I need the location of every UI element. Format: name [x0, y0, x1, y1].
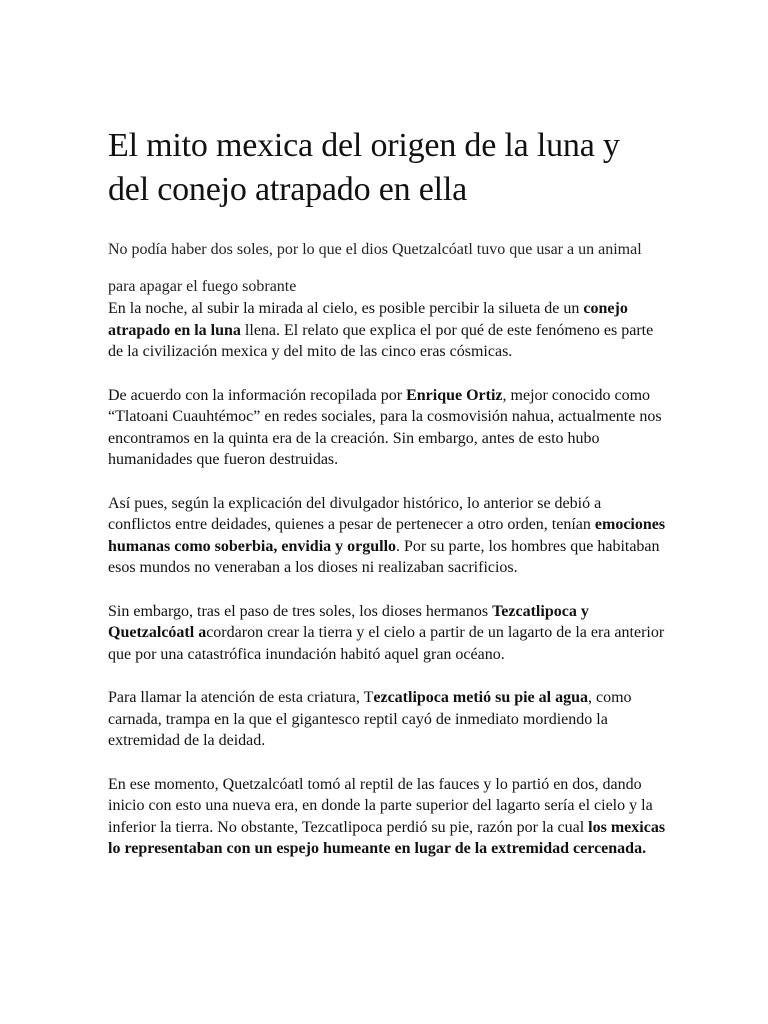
- bold-text: Tezcatlipoca y Quetzalcóatl a: [108, 602, 589, 641]
- bold-text: los mexicas lo representaban con un espejo humeante en lugar de la extremidad cercenada.: [108, 818, 666, 857]
- paragraph-text: cordaron crear la tierra y el cielo a partir de un lagarto de la era anterior que por una catastrófica inundación habitó aquel gran océano.: [108, 624, 665, 663]
- article-paragraph: [108, 493, 668, 579]
- bold-text: emociones humanas como soberbia, envidia y orgullo: [108, 516, 666, 555]
- paragraph-text: llena. El relato que explica el por qué de este fenómeno es parte de la civilización mexica y del mito de las cinco eras cósmicas.: [108, 321, 654, 360]
- paragraph-text: , como carnada, trampa en la que el gigantesco reptil cayó de inmediato mordiendo la extremidad de la deidad.: [108, 689, 632, 749]
- article-body: [108, 298, 668, 882]
- article-title: El mito mexica del origen de la luna y del conejo atrapado en ella: [108, 127, 620, 208]
- article-paragraph: [108, 687, 668, 752]
- article-paragraph: [108, 601, 668, 666]
- article-subtitle: No podía haber dos soles, por lo que el dios Quetzalcóatl tuvo que usar a un animal para apagar el fuego sobrante: [108, 241, 642, 295]
- bold-text: Enrique Ortiz: [406, 386, 503, 404]
- paragraph-text: Para llamar la atención de esta criatura, T: [108, 689, 374, 706]
- bold-text: ezcatlipoca metió su pie al agua: [373, 689, 588, 706]
- paragraph-text: , mejor conocido como “Tlatoani Cuauhtémoc” en redes sociales, para la cosmovisión nahua, actualmente nos encontramos en la quinta era de la creación. Sin embargo, antes de esto hubo humanidades que fueron destruidas.: [108, 386, 662, 468]
- paragraph-text: En la noche, al subir la mirada al cielo, es posible percibir la silueta de un: [108, 300, 584, 317]
- paragraph-text: Sin embargo, tras el paso de tres soles, los dioses hermanos: [108, 602, 493, 620]
- paragraph-text: . Por su parte, los hombres que habitaban esos mundos no veneraban a los dioses ni realizaban sacrificios.: [108, 537, 660, 576]
- article-paragraph: [108, 774, 668, 860]
- article-paragraph: [108, 385, 668, 471]
- bold-text: conejo atrapado en la luna: [108, 300, 628, 339]
- paragraph-text: Así pues, según la explicación del divulgador histórico, lo anterior se debió a conflictos entre deidades, quienes a pesar de pertenecer a otro orden, tenían: [108, 494, 602, 533]
- paragraph-text: En ese momento, Quetzalcóatl tomó al reptil de las fauces y lo partió en dos, dando inicio con esto una nueva era, en donde la parte superior del lagarto sería el cielo y la inferior la tierra. No obstante, Tezcatlipoca perdió su pie, razón por la cual: [108, 775, 653, 836]
- article-paragraph: [108, 298, 668, 363]
- paragraph-text: De acuerdo con la información recopilada por: [108, 386, 407, 404]
